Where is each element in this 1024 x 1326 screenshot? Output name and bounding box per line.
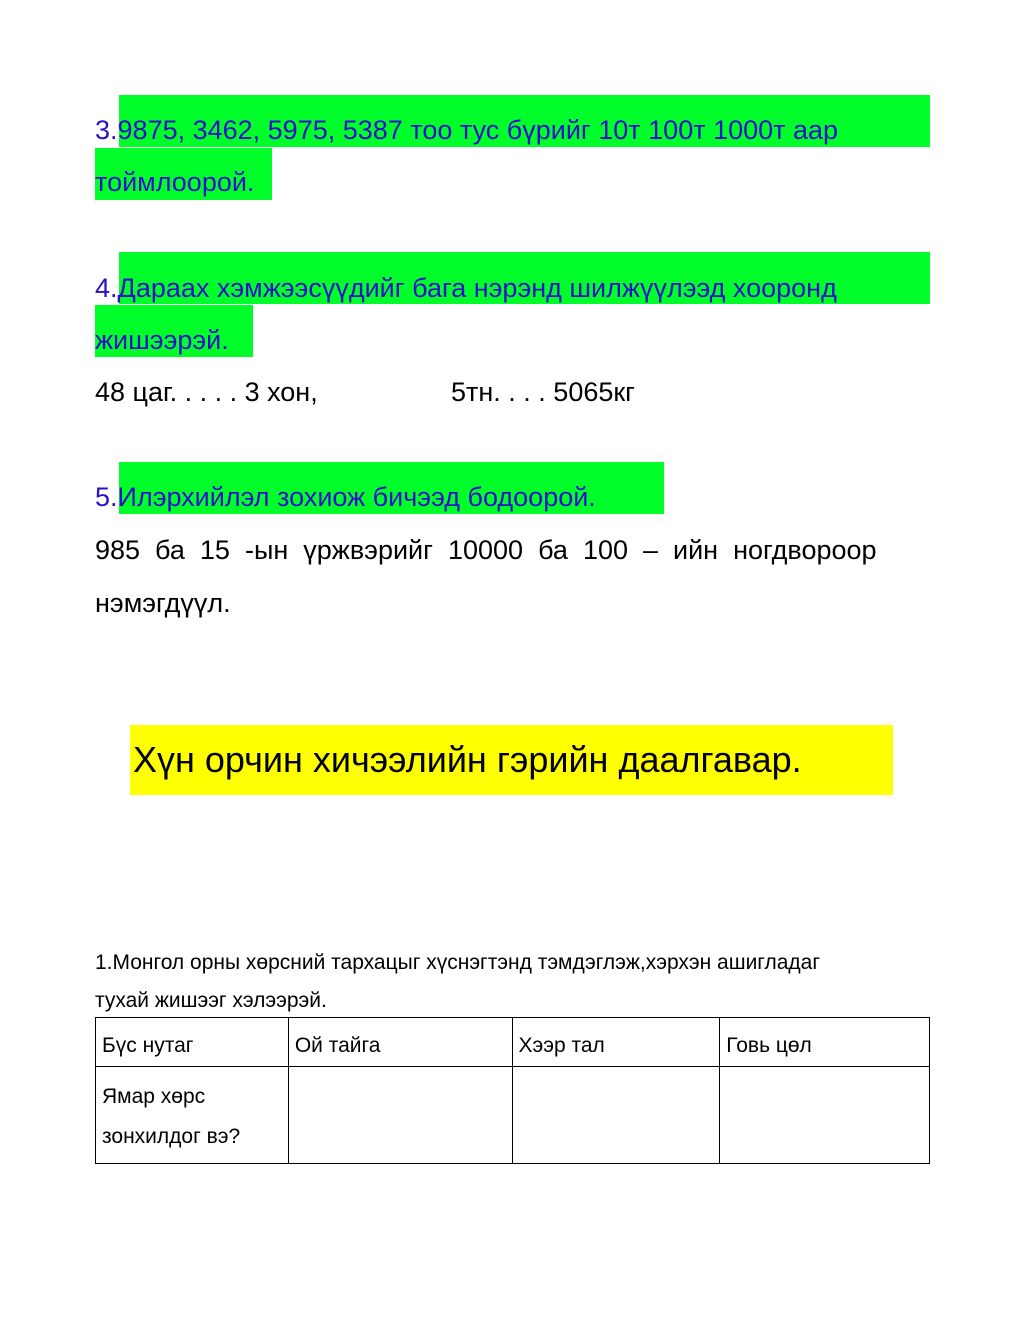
task-number: 4. — [95, 273, 118, 303]
table-header-row — [96, 1018, 930, 1067]
task-text: Дараах хэмжээсүүдийг бага нэрэнд шилжүүлээд хооронд — [117, 273, 837, 303]
row-label: Ямар хөрс — [102, 1085, 206, 1108]
section-title: Хүн орчин хичээлийн гэрийн даалгавар. — [133, 739, 802, 780]
task-text: тоймлоорой. — [95, 167, 255, 197]
task-text: жишээрэй. — [95, 325, 229, 355]
table-cell: Бүс нутаг — [96, 1018, 289, 1067]
task-number: 5. — [95, 482, 118, 512]
table-row — [96, 1067, 930, 1164]
row-label: зонхилдог вэ? — [102, 1125, 241, 1148]
example-text: 48 цаг. . . . . 3 хон, — [95, 377, 318, 407]
table-cell: Ой тайга — [288, 1018, 512, 1067]
task-number: 3. — [95, 115, 118, 145]
task-body: нэмэгдүүл. — [95, 588, 231, 618]
soil-table — [95, 1017, 930, 1164]
table-cell: Хээр тал — [512, 1018, 720, 1067]
table-cell — [720, 1067, 930, 1164]
example-text: 5тн. . . . 5065кг — [451, 377, 636, 407]
task-text: Илэрхийлэл зохиож бичээд бодоорой. — [117, 482, 596, 512]
homework-text: 1.Монгол орны хөрсний тархацыг хүснэгтэнд тэмдэглэж,хэрхэн ашигладаг — [95, 951, 821, 974]
table-cell — [96, 1067, 289, 1164]
table-cell — [512, 1067, 720, 1164]
homework-text: тухай жишээг хэлээрэй. — [95, 989, 327, 1012]
task-body: 985 ба 15 -ын үржвэрийг 10000 ба 100 – ийн ногдвороор — [95, 535, 877, 565]
table-cell: Говь цөл — [720, 1018, 930, 1067]
table-cell — [288, 1067, 512, 1164]
task-text: 9875, 3462, 5975, 5387 тоо тус бүрийг 10т 100т 1000т аар — [117, 115, 839, 145]
